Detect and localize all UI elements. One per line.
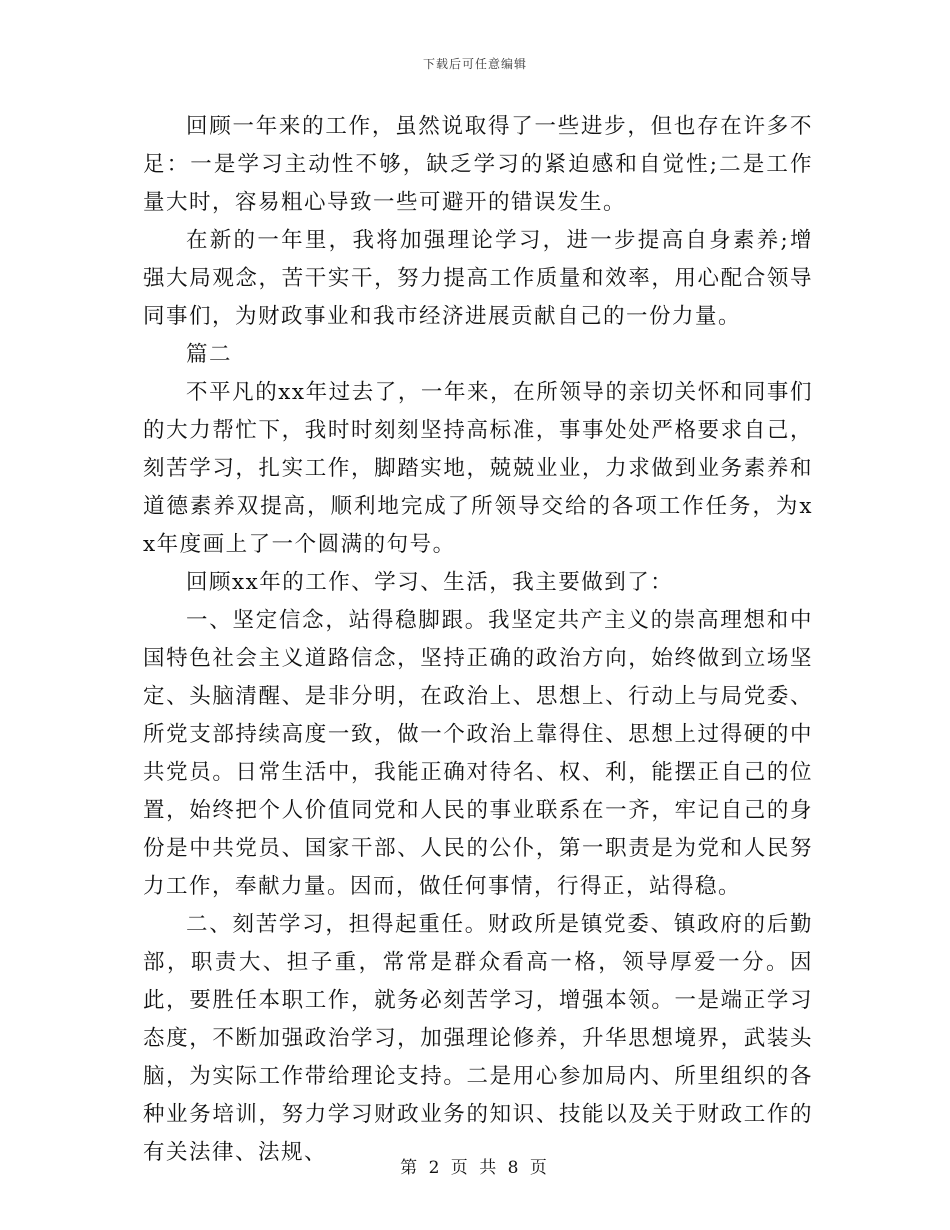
paragraph-point-one: 一、坚定信念，站得稳脚跟。我坚定共产主义的崇高理想和中国特色社会主义道路信念，坚持正确的政治方向，始终做到立场坚定、头脑清醒、是非分明，在政治上、思想上、行动上与局党委、所党支部持续高度一致，做一个政治上靠得住、思想上过得硬的中共党员。日常生活中，我能正确对待名、权、利，能摆正自己的位置，始终把个人价值同党和人民的事业联系在一齐，牢记自己的身份是中共党员、国家干部、人民的公仆，第一职责是为党和人民努力工作，奉献力量。因而，做任何事情，行得正，站得稳。 — [143, 608, 813, 899]
paragraph-new-year-plan: 在新的一年里，我将加强理论学习，进一步提高自身素养;增强大局观念，苦干实干，努力提高工作质量和效率，用心配合领导同事们，为财政事业和我市经济进展贡献自己的一份力量。 — [143, 228, 813, 329]
paragraph-summary-lead: 回顾xx年的工作、学习、生活，我主要做到了： — [186, 570, 674, 595]
page-number: 第 2 页 共 8 页 — [400, 1158, 550, 1178]
page-header: 下载后可任意编辑 — [422, 57, 527, 71]
paragraph-intro: 不平凡的xx年过去了，一年来，在所领导的亲切关怀和同事们的大力帮忙下，我时时刻刻坚持高标准，事事处处严格要求自己，刻苦学习，扎实工作，脚踏实地，兢兢业业，力求做到业务素养和道德素养双提高，顺利地完成了所领导交给的各项工作任务，为xx年度画上了一个圆满的句号。 — [143, 380, 813, 557]
document-body — [143, 108, 813, 1172]
paragraph-review-shortcomings: 回顾一年来的工作，虽然说取得了一些进步，但也存在许多不足：一是学习主动性不够，缺乏学习的紧迫感和自觉性;二是工作量大时，容易粗心导致一些可避开的错误发生。 — [143, 114, 813, 215]
section-heading: 篇二 — [186, 342, 233, 367]
paragraph-point-two: 二、刻苦学习，担得起重任。财政所是镇党委、镇政府的后勤部，职责大、担子重，常常是群众看高一格，领导厚爱一分。因此，要胜任本职工作，就务必刻苦学习，增强本领。一是端正学习态度，不断加强政治学习，加强理论修养，升华思想境界，武装头脑，为实际工作带给理论支持。二是用心参加局内、所里组织的各种业务培训，努力学习财政业务的知识、技能以及关于财政工作的有关法律、法规、 — [143, 912, 813, 1165]
